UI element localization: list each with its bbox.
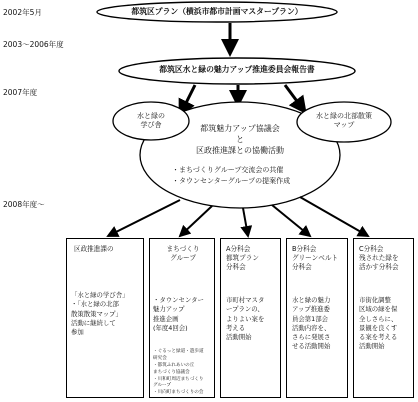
report-title: 都筑区水と緑の魅力アップ推進委員会報告書 xyxy=(159,65,315,74)
plan-title: 都筑区プラン（横浜市都市計画マスタープラン） xyxy=(131,7,303,16)
year-2008-label: 2008年度〜 xyxy=(3,200,45,209)
box-machizukuri-group xyxy=(149,238,215,398)
box-2-small-list: ・ぐるっと緑道・遊歩道 研究会 ・都筑ふれあいの丘 まちづくり協議会 ・川和町周辺まちづくり グループ ・川向町まちづくりの会 xyxy=(153,349,204,396)
year-2003-label: 2003〜2006年度 xyxy=(3,40,64,49)
center-bullet-2: ・タウンセンターグループの提案作成 xyxy=(172,177,291,185)
box-4-body: 水と緑の魅力 アップ推進委 員会第1部会 活動内容を、 さらに発展さ せる活動開始 xyxy=(292,296,331,351)
year-2002-label: 2002年5月 xyxy=(3,8,42,17)
box-c-bunkakai xyxy=(353,238,414,398)
box-5-body: 市街化調整 区域の緑を保 全しさらに、 景観を良くす る案を考える 活動開始 xyxy=(359,296,398,351)
box-2-body: ・タウンセンター 魅力アップ 推進企画 (年度4回会) xyxy=(153,296,204,332)
arrow-to-box-5 xyxy=(300,197,368,236)
right-oval-label: 水と緑の北部散策 マップ xyxy=(316,112,372,129)
box-a-bunkakai xyxy=(220,238,281,398)
box-b-bunkakai xyxy=(286,238,348,398)
center-bullet-1: ・まちづくりグループ交流会の共催 xyxy=(172,166,284,174)
box-1-title: 区政推進課の xyxy=(74,245,114,253)
box-3-body: 市町村マスタ ープランの、 よりよい案を 考える 活動開始 xyxy=(226,296,265,342)
box-4-title: B分科会 グリーンベルト 分科会 xyxy=(292,245,339,271)
center-title-1: 都筑魅力アップ協議会 xyxy=(200,124,280,133)
center-title-2: と xyxy=(236,135,244,144)
center-title-3: 区政推進課との協働活動 xyxy=(196,146,284,155)
arrow-to-box-4 xyxy=(272,205,310,236)
box-2-title: まちづくり グループ xyxy=(166,245,200,262)
box-3-title: A分科会 都筑プラン 分科会 xyxy=(226,245,259,271)
box-5-title: C分科会 残された緑を 活かす分科会 xyxy=(359,245,399,271)
arrow-to-box-3 xyxy=(243,208,248,236)
box-kusei-suishin xyxy=(66,238,144,398)
arrow-to-box-1 xyxy=(108,200,180,236)
year-2007-label: 2007年度 xyxy=(3,88,38,97)
arrow-to-box-2 xyxy=(180,206,212,236)
box-1-body: 「水と緑の学び舎」 ・「水と緑の北部 散策散策マップ」 活動に継続して 参加 xyxy=(71,291,129,337)
left-oval-label: 水と緑の 学び舎 xyxy=(137,112,165,129)
